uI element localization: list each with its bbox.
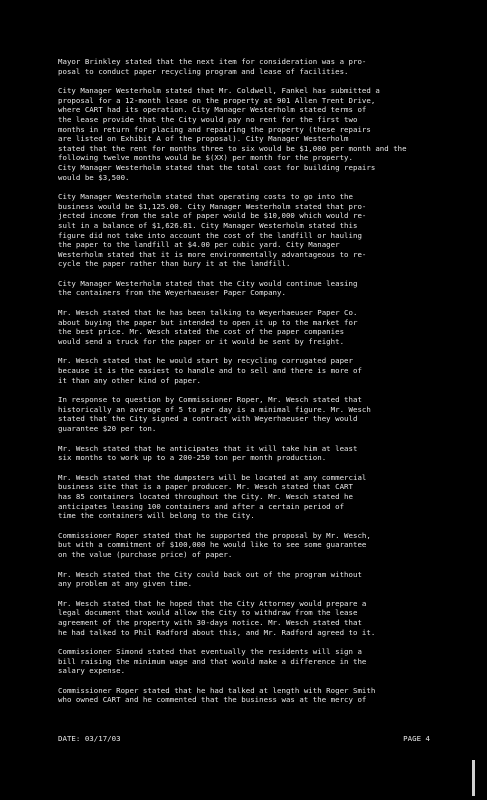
paragraph-container-lease: City Manager Westerholm stated that the City would continue leasing the containers from the Weyerhaeuser Paper Company. (58, 278, 358, 298)
document-body (58, 57, 468, 715)
paragraph-cart-owner: Commissioner Roper stated that he had talked at length with Roger Smith who owned CART and he commented that the business was at the mercy of (58, 685, 376, 705)
paragraph-operating-costs: City Manager Westerholm stated that operating costs to go into the business would be $1,125.00. City Manager Westerholm stated that pro- jected income from the sale of paper would be $10,000 which would re- sult in a balance of $1,626.81. City Manager Westerholm stated this figure did not take into account the cost of the landfill or hauling the paper to the landfill at $4.00 per cubic yard. City Manager Westerholm stated that it is more environmentally advantageous to re- cycle the paper rather than bury it at the landfill. (58, 192, 367, 269)
scan-edge-mark (472, 760, 475, 796)
paragraph-dumpster-locations: Mr. Wesch stated that the dumpsters will be located at any commercial business site that is a paper producer. Mr. Wesch stated that CART has 85 containers located throughout the City. Mr. Wesch stated he anticipates leasing 100 containers and after a certain period of time the containers will belong to the City. (58, 472, 367, 521)
page-footer (58, 734, 430, 744)
paragraph-minimum-wage: Commissioner Simond stated that eventually the residents will sign a bill raising the minimum wage and that would make a difference in the salary expense. (58, 647, 367, 676)
footer-date: DATE: 03/17/03 (58, 734, 121, 743)
paragraph-recycling-proposal: Mayor Brinkley stated that the next item for consideration was a pro- posal to conduct paper recycling program and lease of facilities. (58, 57, 367, 76)
paragraph-commissioner-roper-support: Commissioner Roper stated that he supported the proposal by Mr. Wesch, but with a commitment of $100,000 he would like to see some guarantee on the value (purchase price) of paper. (58, 530, 371, 559)
footer-page-number: PAGE 4 (403, 734, 430, 743)
paragraph-legal-document: Mr. Wesch stated that he hoped that the City Attorney would prepare a legal document that would allow the City to withdraw from the lease agreement of the property with 30-days notice. Mr. Wesch stated that he had talked to Phil Radford about this, and Mr. Radford agreed to it. (58, 598, 376, 637)
paragraph-corrugated-paper: Mr. Wesch stated that he would start by recycling corrugated paper because it is the easiest to handle and to sell and there is more of it than any other kind of paper. (58, 356, 362, 385)
paragraph-production-timeline: Mr. Wesch stated that he anticipates that it will take him at least six months to work up to a 200-250 ton per month production. (58, 443, 358, 463)
paragraph-price-guarantee: In response to question by Commissioner Roper, Mr. Wesch stated that historically an average of 5 to per day is a minimal figure. Mr. Wesch stated that the City signed a contract with Weyerhaeuser they would guarantee $20 per ton. (58, 395, 371, 433)
paragraph-back-out-option: Mr. Wesch stated that the City could back out of the program without any problem at any given time. (58, 569, 362, 589)
paragraph-lease-terms: City Manager Westerholm stated that Mr. Coldwell, Fankel has submitted a proposal for a 12-month lease on the property at 901 Allen Trent Drive, where CART had its operation. City Manager Westerholm stated terms of the lease provide that the City would pay no rent for the first two months in return for placing and repairing the property (these repairs are listed on Exhibit A of the proposal). City Manager Westerholm stated that the rent for months three to six would be $1,000 per month and the following twelve months would be $(XX) per month for the property. City Manager Westerholm stated that the total cost for building repairs would be $3,500. (58, 86, 407, 182)
paragraph-paper-buyer: Mr. Wesch stated that he has been talking to Weyerhaeuser Paper Co. about buying the paper but intended to open it up to the market for the best price. Mr. Wesch stated the cost of the paper companies would send a truck for the paper or it would be sent by freight. (58, 308, 358, 346)
